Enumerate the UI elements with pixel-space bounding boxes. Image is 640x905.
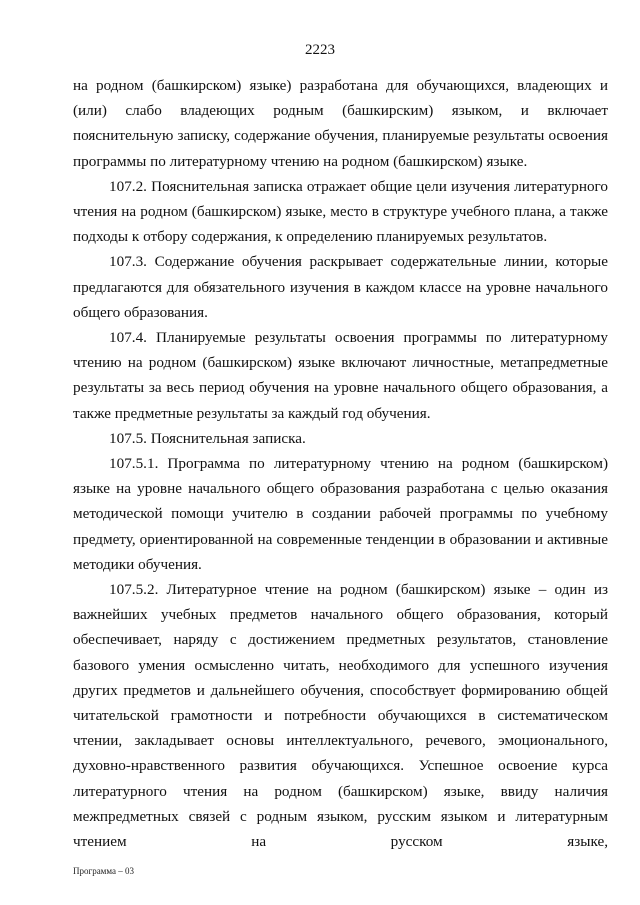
paragraph-continuation: на родном (башкирском) языке) разработана для обучающихся, владеющих и (или) слабо владеющих родным (башкирским) языком, и включает пояснительную записку, содержание обучения, планируемые результаты освоения программы по литературному чтению на родном (башкирском) языке. [73, 77, 608, 170]
paragraph-107-5: 107.5. Пояснительная записка. [109, 429, 306, 447]
document-body [73, 73, 608, 854]
page-number: 2223 [305, 42, 335, 58]
paragraph-107-3: 107.3. Содержание обучения раскрывает содержательные линии, которые предлагаются для обязательного изучения в каждом классе на уровне начального общего образования. [73, 253, 608, 321]
footer-label: Программа – 03 [73, 866, 135, 876]
paragraph-107-5-1: 107.5.1. Программа по литературному чтению на родном (башкирском) языке на уровне начального общего образования разработана с целью оказания методической помощи учителю в создании рабочей программы по учебному предмету, ориентированной на современные тенденции в образовании и активные методики обучения. [73, 455, 608, 573]
paragraph-107-4: 107.4. Планируемые результаты освоения программы по литературному чтению на родном (башкирском) языке включают личностные, метапредметные результаты за весь период обучения на уровне начального общего образования, а также предметные результаты за каждый год обучения. [73, 329, 608, 422]
paragraph-107-2: 107.2. Пояснительная записка отражает общие цели изучения литературного чтения на родном (башкирском) языке, место в структуре учебного плана, а также подходы к отбору содержания, к определению планируемых результатов. [73, 177, 608, 246]
paragraph-107-5-2: 107.5.2. Литературное чтение на родном (башкирском) языке – один из важнейших учебных предметов начального общего образования, который обеспечивает, наряду с достижением предметных результатов, становление базового умения осмысленно читать, необходимого для успешного изучения других предметов и дальнейшего обучения, способствует формированию общей читательской грамотности и потребности обучающихся в систематическом чтении, закладывает основы интеллектуального, речевого, эмоционального, духовно-нравственного развития обучающихся. Успешное освоение курса литературного чтения на родном (башкирском) языке, ввиду наличия межпредметных связей с родным языком, русским языком и литературным чтением на русском языке, [73, 581, 608, 851]
